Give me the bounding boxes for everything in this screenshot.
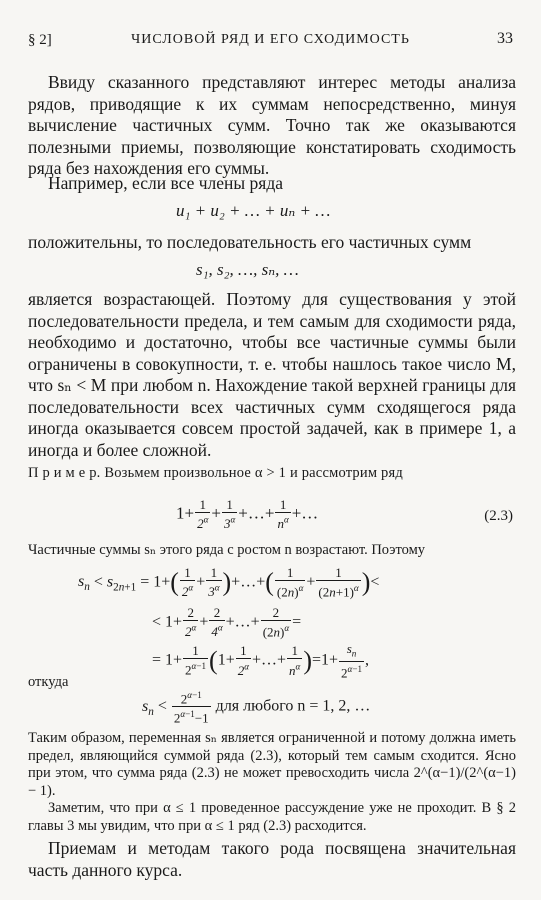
bound-suffix: для любого n = 1, 2, … — [215, 697, 371, 715]
paragraph-example-lead: Например, если все члены ряда — [48, 173, 283, 193]
equation-number: (2.3) — [484, 508, 513, 524]
partial-sums-formula: s₁, s₂, …, sₙ, … — [196, 260, 299, 279]
inequality-line-1: $s_n < s_{2n+1} = 1+$( $\frac{1}{2^\alpha}$ + $\frac{1}{3^\alpha}$ )+…+( $\frac{1}{(2n)^\alpha}$ + $\frac{1}{(2n+1)^\alpha}$ )< — [78, 565, 380, 600]
inequality-line-3: = 1+ $\frac{1}{2^{\alpha-1}}$ (1+ $\frac{1}{2^\alpha}$ +…+ $\frac{1}{n^\alpha}$ )=1+ $\frac{s_n}{2^{\alpha-1}}$ , — [152, 641, 370, 680]
example-intro: П р и м е р. Возьмем произвольное α > 1 и рассмотрим ряд — [28, 465, 403, 481]
bound-formula: $s_n$ < $\frac{2^{\alpha-1}}{2^{\alpha-1}-1}$ для любого n = 1, 2, … — [142, 690, 371, 726]
paragraph-positive: положительны, то последовательность его частичных сумм — [28, 232, 472, 252]
conclusion-1: Таким образом, переменная sₙ является ограниченной и потому должна иметь предел, являющийся суммой ряда (2.3), который тем самым сходится. Ясно при этом, что сумма ряда (2.3) не может превосходить числа 2^(α−1)/(2^(α−1) − 1). — [28, 730, 516, 799]
otkuda-word: откуда — [28, 674, 69, 690]
paragraph-intro: Ввиду сказанного представляют интерес методы анализа рядов, приводящие к их суммам непосредственно, минуя вычисление частичных сумм. Точно так же оказываются полезными приемы, позволяющие констатировать сходимость ряда без нахождения его суммы. — [28, 72, 516, 178]
series-2-3: 1+ $\frac{1}{2^\alpha}$ + $\frac{1}{3^\alpha}$ +…+ $\frac{1}{n^\alpha}$ +… — [176, 497, 319, 532]
page-header — [28, 30, 513, 52]
running-title: ЧИСЛОВОЙ РЯД И ЕГО СХОДИМОСТЬ — [131, 32, 410, 47]
page-number: 33 — [497, 30, 513, 47]
section-marker: § 2] — [28, 32, 52, 48]
partial-sums-text: Частичные суммы sₙ этого ряда с ростом n возрастают. Поэтому — [28, 542, 426, 558]
series-formula: u₁ + u₂ + … + uₙ + … — [176, 201, 331, 220]
final-paragraph: Приемам и методам такого рода посвящена значительная часть данного курса. — [28, 838, 516, 880]
paragraph-increasing: является возрастающей. Поэтому для существования у этой последовательности предела, и тем самым для сходимости ряда, необходимо и достаточно, чтобы все частичные суммы были ограничены в совокупности, т. е. чтобы нашлось такое число M, что sₙ < M при любом n. Нахождение такой верхней границы для последовательности всех частичных сумм сходящегося ряда иногда оказывается совсем простой задачей, как в примере 1, а иногда и более сложной. — [28, 289, 516, 460]
conclusion-2: Заметим, что при α ≤ 1 проведенное рассуждение уже не проходит. В § 2 главы 3 мы увидим, что при α ≤ 1 ряд (2.3) расходится. — [28, 800, 516, 834]
inequality-line-2: < 1+ $\frac{2}{2^\alpha}$ + $\frac{2}{4^\alpha}$ +…+ $\frac{2}{(2n)^\alpha}$ = — [152, 605, 302, 640]
